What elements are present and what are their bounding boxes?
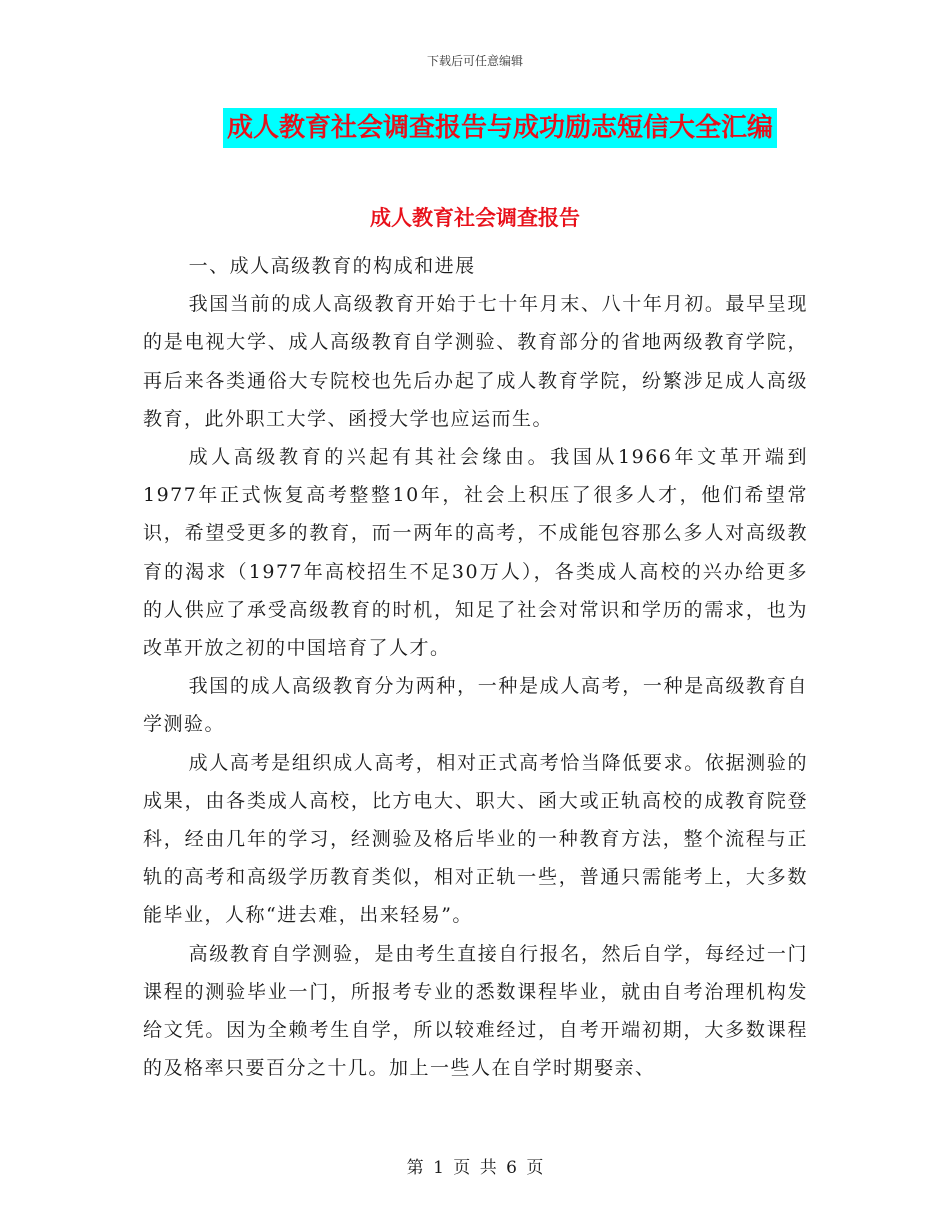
page-number: 第 1 页 共 6 页 (406, 1158, 544, 1178)
paragraph: 我国的成人高级教育分为两种，一种是成人高考，一种是高级教育自学测验。 (143, 675, 808, 736)
paragraph: 成人高考是组织成人高考，相对正式高考恰当降低要求。依据测验的成果，由各类成人高校，比方电大、职大、函大或正轨高校的成教育院登科，经由几年的学习，经测验及格后毕业的一种教育方法，整个流程与正轨的高考和高级学历教育类似，相对正轨一些，普通只需能考上，大多数能毕业，人称“进去难，出来轻易”。 (143, 751, 808, 927)
paragraph: 成人高级教育的兴起有其社会缘由。我国从1966年文革开端到1977年正式恢复高考整整10年，社会上积压了很多人才，他们希望常识，希望受更多的教育，而一两年的高考，不成能包容那么多人对高级教育的渴求（1977年高校招生不足30万人），各类成人高校的兴办给更多的人供应了承受高级教育的时机，知足了社会对常识和学历的需求，也为改革开放之初的中国培育了人才。 (143, 446, 808, 660)
header-note: 下载后可任意编辑 (426, 54, 523, 68)
paragraph: 一、成人高级教育的构成和进展 (188, 255, 476, 277)
document-title-text: 成人教育社会调查报告与成功励志短信大全汇编 (223, 108, 777, 148)
paragraph: 我国当前的成人高级教育开始于七十年月末、八十年月初。最早呈现的是电视大学、成人高级教育自学测验、教育部分的省地两级教育学院，再后来各类通俗大专院校也先后办起了成人教育学院，纷繁涉足成人高级教育，此外职工大学、函授大学也应运而生。 (143, 293, 808, 430)
section-title: 成人教育社会调查报告 (370, 206, 580, 230)
document-body (143, 247, 808, 1087)
document-title (0, 108, 950, 151)
paragraph: 高级教育自学测验，是由考生直接自行报名，然后自学，每经过一门课程的测验毕业一门，所报考专业的悉数课程毕业，就由自考治理机构发给文凭。因为全赖考生自学，所以较难经过，自考开端初期，大多数课程的及格率只要百分之十几。加上一些人在自学时期娶亲、 (143, 942, 808, 1080)
